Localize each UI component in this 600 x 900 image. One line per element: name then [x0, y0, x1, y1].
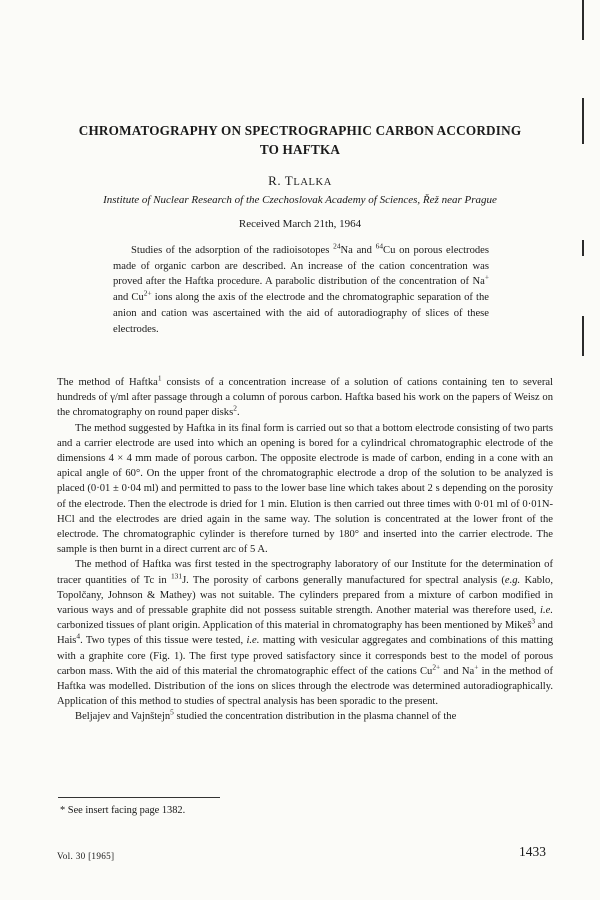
author-surname: LALKA	[293, 177, 332, 188]
scan-edge-mark	[582, 316, 584, 356]
scan-edge-mark	[582, 98, 584, 144]
abstract: Studies of the adsorption of the radioisotopes $^{24}$Na and $^{64}$Cu on porous electrodes made of organic carbon are described. An increase of the cation concentration was proved after the Haftka procedure. A parabolic distribution of the concentration of Na+ and $Cu^{2+}$ ions along the axis of the electrode and the chromatographic separation of the anion and cation was ascertained with the aid of autoradiography of slices of these electrodes.	[113, 241, 489, 335]
citation-ref: 3	[531, 616, 536, 626]
received-date: Received March 21th, 1964	[238, 218, 362, 230]
title-line-2: TO HAFTKA	[259, 142, 341, 157]
body-paragraph-1: The method of Haftka$^1$ consists of a concentration increase of a solution of cations containing ten to several hundreds of γ/ml after passage through a column of porous carbon. Haftka based his work on the papers of Weisz on the chromatography on round paper disks$^2$.	[57, 373, 553, 419]
author-initial: R. T	[268, 173, 294, 188]
volume-label: Vol. 30 [1965]	[57, 851, 115, 861]
citation-ref: 5	[170, 707, 174, 717]
citation-ref: 2	[233, 403, 237, 413]
author-affiliation: Institute of Nuclear Research of the Czechoslovak Academy of Sciences, Řež near Prague	[103, 194, 497, 206]
body-paragraph-3: The method of Haftka was first tested in the spectrography laboratory of our Institute for the determination of tracer quantities of Tc in $^{131}$J. The porosity of carbons generally manufactured for spectral analysis (e.g. Kablo, Topolčany, Johnson & Mathey) was not suitable. The cylinders prepared from a mixture of carbon modified in various ways and of pressable graphite did not possess suitable strength. Another material was therefore used, i.e. carbonized tissues of plant origin. Application of this material in chromatography has been mentioned by Mikeš$^3$ and Hais$^4$. Two types of this tissue were tested, i.e. matting with vesicular aggregates and combinations of this matting with a graphite core (Fig. 1). The first type proved satisfactory since it corresponds best to the model of porous carbon mass. With the aid of this material the chromatographic effect of the cations $Cu^{2+}$ and Na+ in the method of Haftka was modelled. Distribution of the ions on slices through the electrode was determined autoradiographically. Application of this method to studies of spectral analysis has been sporadic to the present.	[57, 559, 553, 708]
article-body	[57, 375, 553, 725]
title-line-1: CHROMATOGRAPHY ON SPECTROGRAPHIC CARBON ACCORDING	[78, 123, 522, 138]
citation-ref: 1	[157, 373, 162, 383]
scan-edge-mark	[582, 240, 584, 256]
body-paragraph-2: The method suggested by Haftka in its final form is carried out so that a bottom electrode consisting of two parts and a carrier electrode are used into which an opening is bored for a cylindrical chromatographic electrode of the dimensions 4 × 4 mm made of porous carbon. The opposite electrode is made of carbon, ending in a cone with an apical angle of 60°. On the upper front of the chromatographic electrode a drop of the solution to be analyzed is placed (0·01 ± 0·04 ml) and permitted to pass to the lower base line which takes about 2 s depending on the porosity of the electrode. Then the electrode is dried for 1 min. Elution is then carried out three times with 0·01 ml of 0·01N-HCl and the electrodes are dried again in the same way. The solution is concentrated at the lower front of the electrode. The chromatographic cylinder is therefore turned by 180° and inserted into the carrier electrode. The sample is then burnt in a direct current arc of 5 A.	[57, 422, 553, 556]
footnote-rule	[58, 797, 220, 798]
scan-edge-mark	[582, 0, 584, 40]
body-paragraph-4: Beljajev and Vajnštejn$^5$ studied the concentration distribution in the plasma channel of the	[75, 707, 457, 723]
article-title	[60, 121, 540, 159]
author-name	[0, 173, 600, 189]
page-number: 1433	[519, 844, 546, 859]
footnote: * See insert facing page 1382.	[60, 805, 186, 816]
citation-ref: 4	[76, 631, 81, 641]
